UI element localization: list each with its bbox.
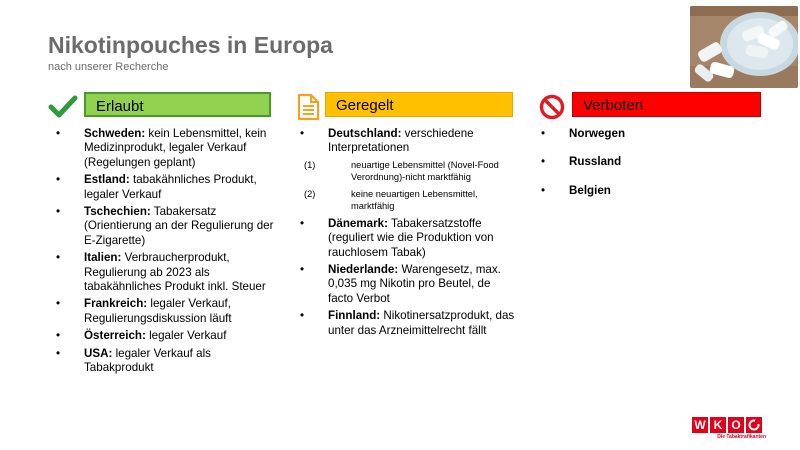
checkmark-icon bbox=[48, 93, 78, 121]
header-regulated: Geregelt bbox=[325, 92, 513, 117]
list-item: • Deutschland: verschiedene Interpretationen bbox=[300, 127, 515, 156]
regulated-list bbox=[300, 127, 515, 341]
list-item: • Norwegen bbox=[541, 127, 741, 141]
document-icon bbox=[294, 93, 324, 121]
logo-tagline: Die Tabaktrafikanten bbox=[717, 434, 766, 440]
logo-letter: K bbox=[710, 417, 726, 433]
list-item: • Estland: tabakähnliches Produkt, legaler Verkauf bbox=[56, 173, 274, 202]
logo-letter: O bbox=[728, 417, 744, 433]
slide-subtitle: nach unserer Recherche bbox=[48, 61, 169, 73]
header-allowed: Erlaubt bbox=[84, 92, 271, 117]
logo-emblem-icon bbox=[746, 417, 762, 433]
nicotine-pouches-photo bbox=[690, 6, 798, 88]
list-item: • Russland bbox=[541, 155, 741, 169]
list-item: • Schweden: kein Lebensmittel, kein Medizinprodukt, legaler Verkauf (Regelungen geplant) bbox=[56, 127, 274, 170]
list-item: • Belgien bbox=[541, 184, 741, 198]
prohibited-icon bbox=[538, 93, 568, 121]
logo-letter: W bbox=[692, 417, 708, 433]
list-item: • USA: legaler Verkauf als Tabakprodukt bbox=[56, 347, 274, 376]
list-item: • Dänemark: Tabakersatzstoffe (reguliert wie die Produktion von rauchlosem Tabak) bbox=[300, 217, 515, 260]
list-item: • Niederlande: Warengesetz, max. 0,035 mg Nikotin pro Beutel, de facto Verbot bbox=[300, 263, 515, 306]
allowed-list bbox=[56, 127, 274, 379]
header-banned: Verboten bbox=[572, 92, 761, 117]
list-item: • Tschechien: Tabakersatz (Orientierung an der Regulierung der E-Zigarette) bbox=[56, 205, 274, 248]
list-item: • Österreich: legaler Verkauf bbox=[56, 329, 274, 343]
slide-title: Nikotinpouches in Europa bbox=[48, 32, 333, 58]
list-item: • Italien: Verbraucherprodukt, Regulierung ab 2023 als tabakähnliches Produkt inkl. Steuer bbox=[56, 251, 274, 294]
wko-logo bbox=[692, 417, 766, 440]
banned-list bbox=[541, 127, 741, 212]
list-item: • Frankreich: legaler Verkauf, Regulierungsdiskussion läuft bbox=[56, 297, 274, 326]
sub-item: (2) keine neuartigen Lebensmittel, marktfähig bbox=[304, 188, 478, 211]
list-item: • Finnland: Nikotinersatzprodukt, das unter das Arzneimittelrecht fällt bbox=[300, 309, 515, 338]
sub-item: (1) neuartige Lebensmittel (Novel-Food Verordnung)-nicht marktfähig bbox=[304, 159, 499, 182]
